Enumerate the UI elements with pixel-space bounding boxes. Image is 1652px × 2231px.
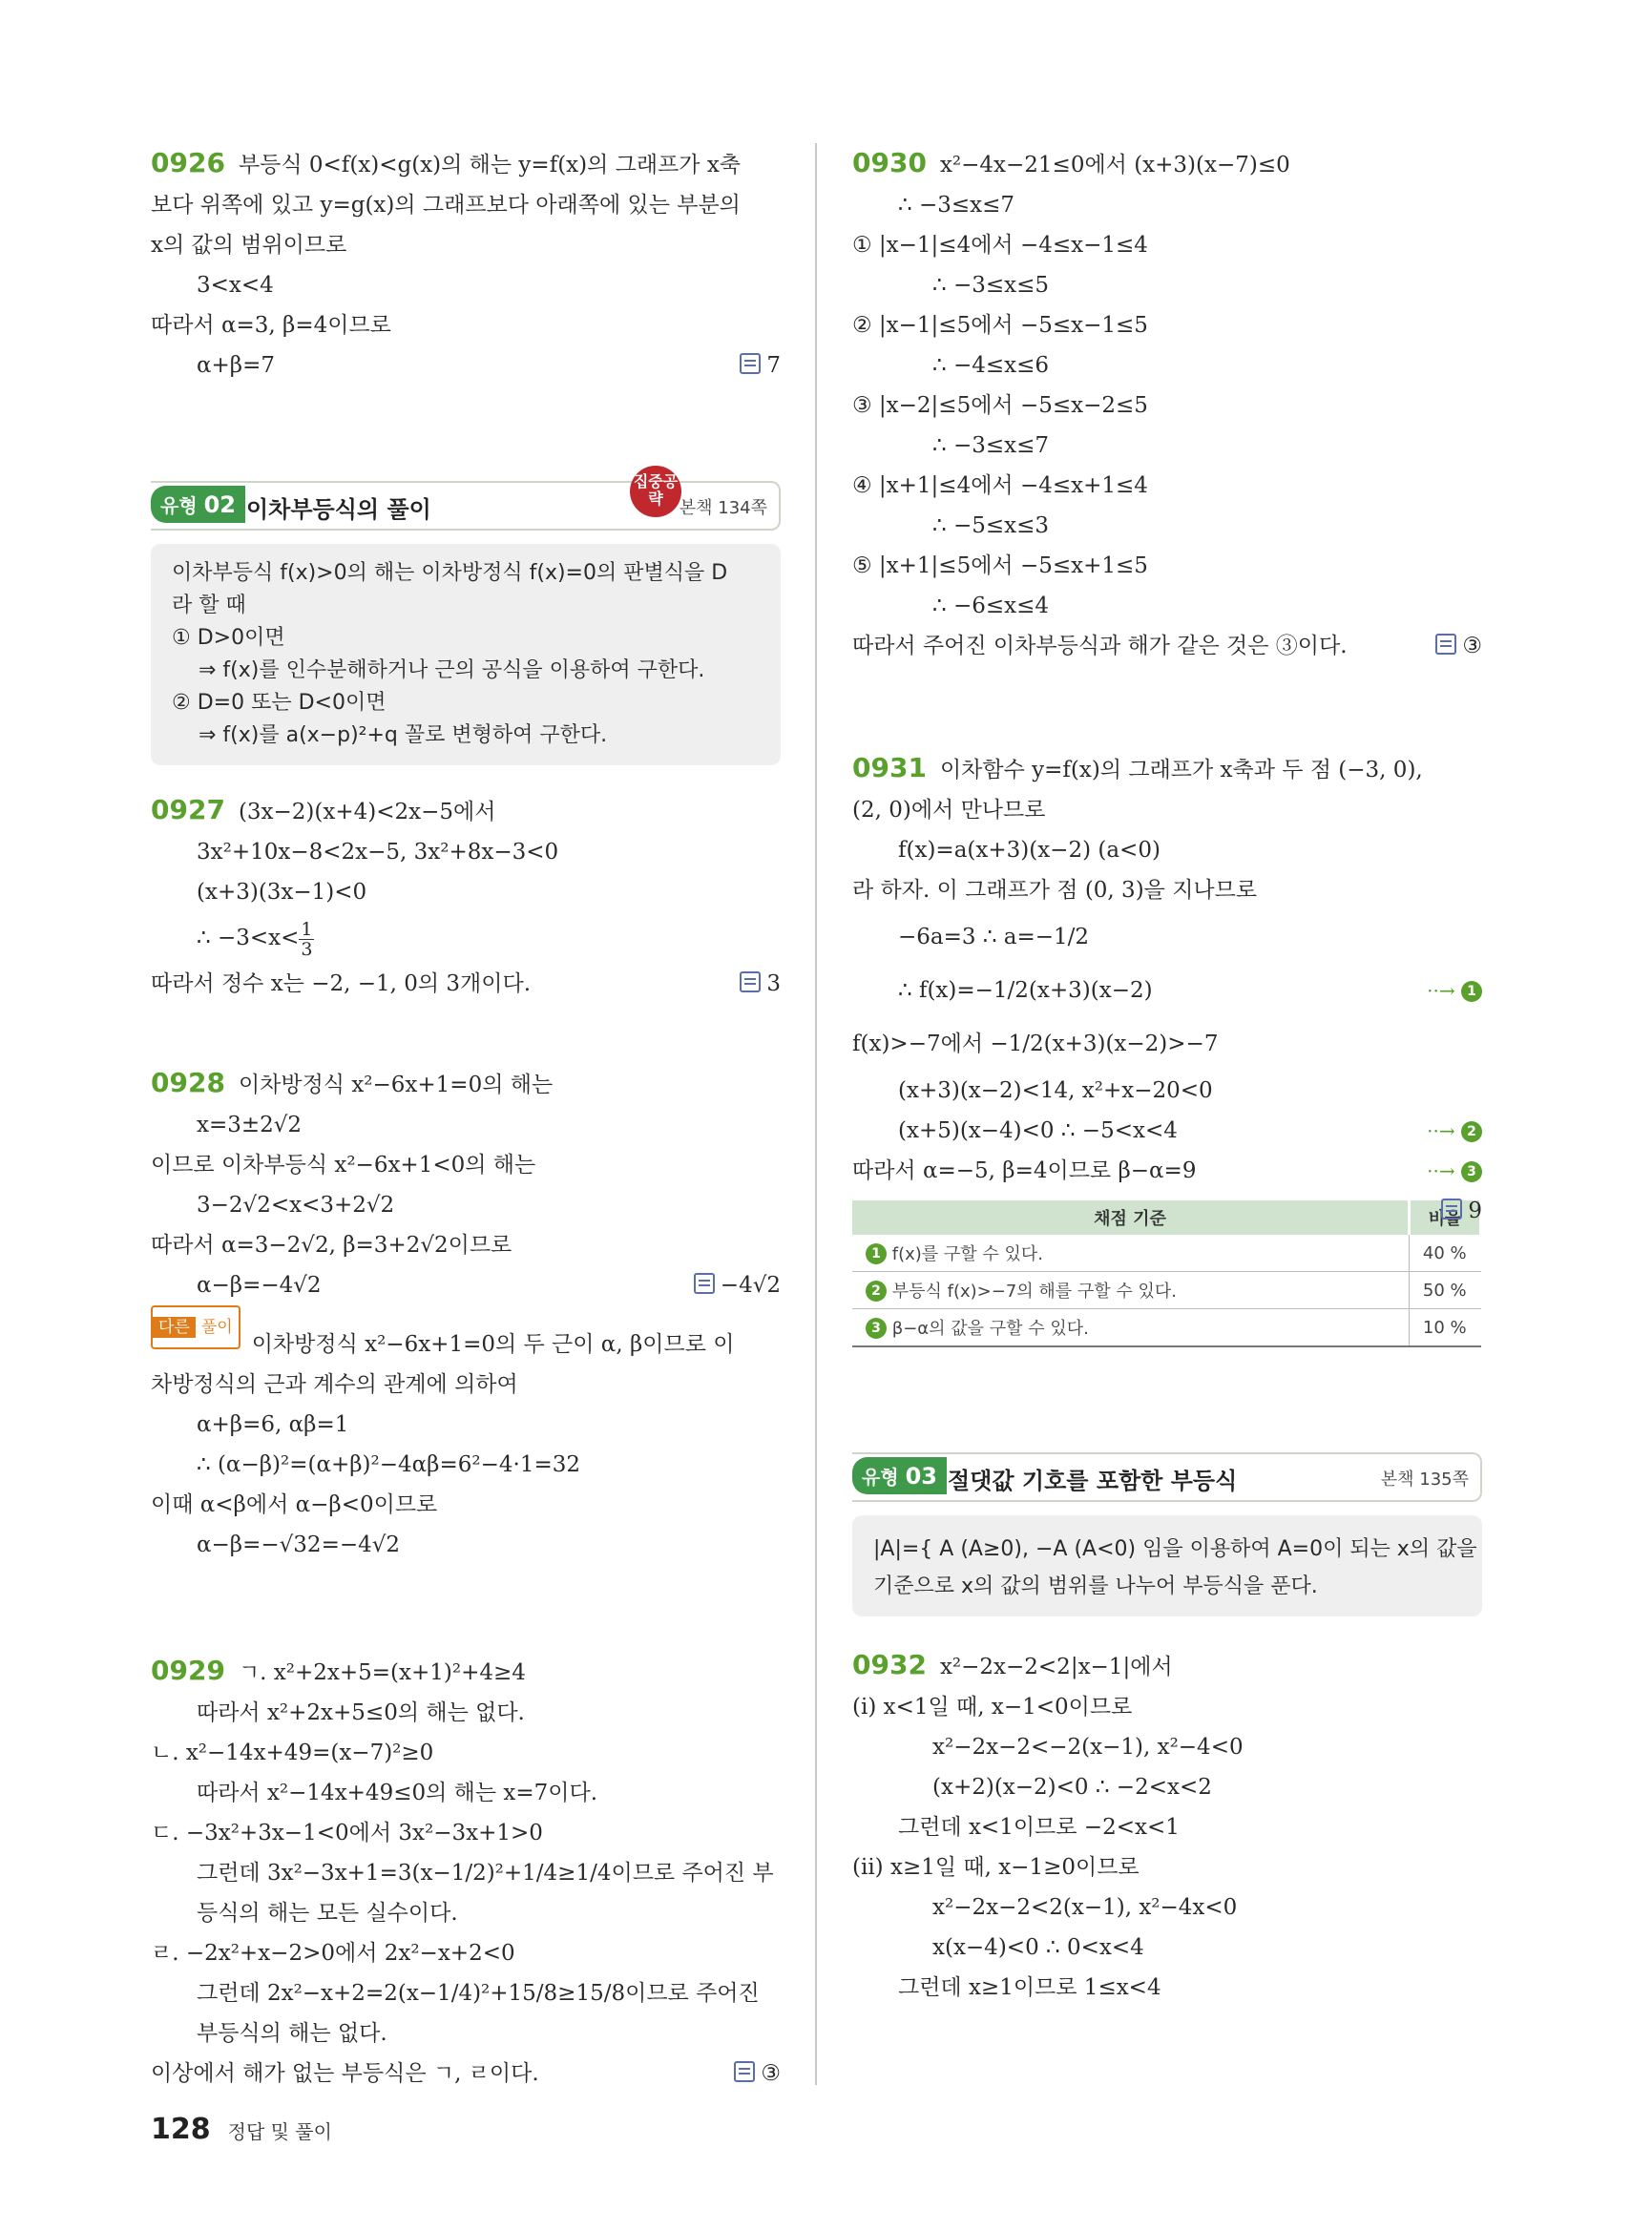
answer <box>734 2054 781 2094</box>
problem-0931 <box>852 748 1482 1347</box>
criteria-text: 부등식 f(x)>−7의 해를 구할 수 있다. <box>891 1282 1177 1302</box>
answer-value: 3 <box>766 971 781 996</box>
solution-line: ∴ −4≤x≤6 <box>932 353 1049 378</box>
problem-number: 0932 <box>852 1649 927 1680</box>
solution-line: 그런데 x<1이므로 −2<x<1 <box>898 1815 1180 1840</box>
answer <box>740 964 781 1004</box>
solution-line: 등식의 해는 모든 실수이다. <box>197 1901 458 1926</box>
tip-line: ⇒ f(x)를 인수분해하거나 근의 공식을 이용하여 구한다. <box>199 658 705 682</box>
page-number: 128 <box>151 2113 211 2146</box>
solution-line: x²−2x−2<2(x−1), x²−4x<0 <box>932 1895 1238 1920</box>
solution-line: 이차방정식 x²−6x+1=0의 두 근이 α, β이므로 이 <box>251 1332 735 1357</box>
table-row <box>852 1309 1481 1347</box>
solution-line: f(x)>−7에서 −1/2(x+3)(x−2)>−7 <box>852 1032 1219 1056</box>
answer-icon <box>734 2061 755 2082</box>
problem-number: 0927 <box>151 794 225 825</box>
solution-line: ㄱ. x²+2x+5=(x+1)²+4≥4 <box>238 1660 526 1685</box>
solution-line: 차방정식의 근과 계수의 관계에 의하여 <box>151 1372 518 1397</box>
solution-line: ㄷ. −3x²+3x−1<0에서 3x²−3x+1>0 <box>151 1821 543 1845</box>
solution-line: ∴ −6≤x≤4 <box>932 594 1049 618</box>
solution-line: ③ |x−2|≤5에서 −5≤x−2≤5 <box>852 393 1148 418</box>
criteria-text: f(x)를 구할 수 있다. <box>891 1244 1043 1264</box>
tip-line: 라 할 때 <box>172 594 246 617</box>
ratio-value: 50 % <box>1410 1272 1481 1309</box>
grading-header-ratio: 비율 <box>1410 1200 1481 1235</box>
grading-table <box>852 1200 1482 1347</box>
solution-line: 부등식의 해는 없다. <box>197 2021 387 2046</box>
table-row <box>852 1235 1481 1272</box>
tip-line: |A|={ A (A≥0), −A (A<0) 임을 이용하여 A=0이 되는 x의 값을 <box>873 1537 1477 1561</box>
solution-line: 부등식 0<f(x)<g(x)의 해는 y=f(x)의 그래프가 x축 <box>238 153 742 177</box>
solution-line: α+β=7 <box>197 353 276 378</box>
solution-line: x=3±2√2 <box>197 1113 303 1137</box>
step-marker: ··→ 1 <box>1427 964 1482 1017</box>
step-number-icon: 3 <box>866 1318 887 1339</box>
ratio-value: 10 % <box>1410 1309 1481 1347</box>
answer <box>1441 1191 1482 1231</box>
solution-line: α+β=6, αβ=1 <box>197 1412 349 1437</box>
solution-line: (x+3)(3x−1)<0 <box>197 880 367 905</box>
solution-line: 따라서 정수 x는 −2, −1, 0의 3개이다. <box>151 971 532 996</box>
answer-icon <box>740 971 761 992</box>
solution-line: 3<x<4 <box>197 273 274 298</box>
solution-line: ㄹ. −2x²+x−2>0에서 2x²−x+2<0 <box>151 1941 515 1966</box>
solution-line: 이상에서 해가 없는 부등식은 ㄱ, ㄹ이다. <box>151 2061 539 2086</box>
solution-line: (x+2)(x−2)<0 ∴ −2<x<2 <box>932 1775 1212 1800</box>
solution-line: (2, 0)에서 만나므로 <box>852 798 1046 823</box>
tip-line: 이차부등식 f(x)>0의 해는 이차방정식 f(x)=0의 판별식을 D <box>172 561 728 585</box>
solution-line: 이차방정식 x²−6x+1=0의 해는 <box>238 1073 554 1097</box>
step-number-icon: 1 <box>866 1243 887 1264</box>
solution-line: (x+5)(x−4)<0 ∴ −5<x<4 <box>898 1118 1178 1143</box>
solution-line: 이차함수 y=f(x)의 그래프가 x축과 두 점 (−3, 0), <box>939 758 1423 782</box>
solution-line: α−β=−4√2 <box>197 1273 322 1298</box>
solution-line: x의 값의 범위이므로 <box>151 233 347 258</box>
answer <box>694 1265 781 1305</box>
problem-0926 <box>151 143 781 386</box>
textbook-reference: 본책 135쪽 <box>1380 1470 1469 1490</box>
solution-line: ∴ −5≤x≤3 <box>932 513 1049 538</box>
step-marker: ··→ 2 <box>1427 1111 1482 1151</box>
solution-line: 이므로 이차부등식 x²−6x+1<0의 해는 <box>151 1153 536 1178</box>
solution-line: ∴ −3≤x≤5 <box>932 273 1049 298</box>
problem-number: 0926 <box>151 147 225 178</box>
answer-icon <box>1441 1199 1462 1220</box>
solution-line: (i) x<1일 때, x−1<0이므로 <box>852 1695 1133 1720</box>
type-badge: 유형 02 <box>151 486 245 523</box>
step-number-icon: 3 <box>1461 1161 1482 1182</box>
solution-line: (x+3)(x−2)<14, x²+x−20<0 <box>898 1078 1213 1103</box>
tip-line: ⇒ f(x)를 a(x−p)²+q 꼴로 변형하여 구한다. <box>199 723 608 747</box>
ratio-value: 40 % <box>1410 1235 1481 1272</box>
solution-line: ∴ −3≤x≤7 <box>932 433 1049 458</box>
solution-line: 따라서 α=−5, β=4이므로 β−α=9 <box>852 1158 1197 1183</box>
solution-line: 따라서 x²−14x+49≤0의 해는 x=7이다. <box>197 1781 598 1805</box>
solution-line: 보다 위쪽에 있고 y=g(x)의 그래프보다 아래쪽에 있는 부분의 <box>151 193 741 218</box>
answer <box>740 345 781 386</box>
problem-0932 <box>852 1645 1482 2008</box>
criteria-text: β−α의 값을 구할 수 있다. <box>891 1319 1089 1339</box>
solution-line: α−β=−√32=−4√2 <box>197 1533 401 1557</box>
solution-line: ㄴ. x²−14x+49=(x−7)²≥0 <box>151 1741 434 1765</box>
solution-line: 그런데 2x²−x+2=2(x−1/4)²+15/8≥15/8이므로 주어진 <box>197 1981 760 2006</box>
solution-line: ∴ −3≤x≤7 <box>898 193 1014 218</box>
answer-value: −4√2 <box>720 1273 781 1298</box>
type-02-tip-box <box>151 544 781 765</box>
solution-line: ④ |x+1|≤4에서 −4≤x+1≤4 <box>852 473 1148 498</box>
solution-line: 따라서 α=3−2√2, β=3+2√2이므로 <box>151 1233 512 1258</box>
answer-icon <box>1435 634 1456 655</box>
step-number-icon: 1 <box>1461 981 1482 1002</box>
solution-line: ∴ (α−β)²=(α+β)²−4αβ=6²−4·1=32 <box>197 1452 580 1477</box>
solution-line: 3−2√2<x<3+2√2 <box>197 1193 395 1218</box>
right-column <box>852 143 1482 2008</box>
type-02-header <box>151 472 781 531</box>
solution-line: 그런데 3x²−3x+1=3(x−1/2)²+1/4≥1/4이므로 주어진 부 <box>197 1861 774 1886</box>
solution-line: (3x−2)(x+4)<2x−5에서 <box>238 800 496 824</box>
solution-line: 라 하자. 이 그래프가 점 (0, 3)을 지나므로 <box>852 878 1258 903</box>
step-marker: ··→ 3 <box>1427 1151 1482 1191</box>
solution-line: 그런데 x≥1이므로 1≤x<4 <box>898 1975 1161 2000</box>
solution-line: x²−2x−2<−2(x−1), x²−4<0 <box>932 1735 1244 1760</box>
solution-line: −6a=3 ∴ a=−1/2 <box>898 925 1090 949</box>
solution-line: ① |x−1|≤4에서 −4≤x−1≤4 <box>852 233 1148 258</box>
problem-0929 <box>151 1651 781 2094</box>
type-03-tip-box <box>852 1515 1482 1616</box>
solution-line: ∴ f(x)=−1/2(x+3)(x−2) <box>898 978 1153 1003</box>
type-03-header <box>852 1452 1482 1502</box>
answer-value: ③ <box>761 2061 781 2086</box>
answer-value: 9 <box>1468 1199 1482 1223</box>
alternative-solution-badge: 다른 풀이 <box>151 1305 240 1349</box>
type-title: 이차부등식의 풀이 <box>246 496 431 523</box>
problem-number: 0931 <box>852 752 927 783</box>
solution-line: (ii) x≥1일 때, x−1≥0이므로 <box>852 1855 1140 1880</box>
solution-line: ⑤ |x+1|≤5에서 −5≤x+1≤5 <box>852 553 1148 578</box>
answer <box>1435 626 1482 666</box>
tip-line: ② D=0 또는 D<0이면 <box>172 691 387 715</box>
solution-line: 따라서 주어진 이차부등식과 해가 같은 것은 ③이다. <box>852 634 1348 658</box>
column-divider <box>815 143 817 2085</box>
step-number-icon: 2 <box>1461 1121 1482 1142</box>
table-row <box>852 1272 1481 1309</box>
type-badge: 유형 03 <box>852 1457 947 1494</box>
problem-0928 <box>151 1063 781 1565</box>
grading-header-criteria: 채점 기준 <box>852 1200 1410 1235</box>
problem-number: 0928 <box>151 1067 225 1098</box>
solution-line: 따라서 x²+2x+5≤0의 해는 없다. <box>197 1700 525 1725</box>
focus-badge: 집중공략 <box>630 466 681 517</box>
answer-value: ③ <box>1462 634 1482 658</box>
answer-icon <box>694 1273 715 1294</box>
solution-line: ∴ −3<x< <box>197 926 300 950</box>
fraction: $\frac{1}{3}$ <box>301 918 313 960</box>
answer-icon <box>740 353 761 374</box>
problem-0927 <box>151 790 781 1004</box>
textbook-reference: 본책 134쪽 <box>679 498 767 518</box>
problem-number: 0929 <box>151 1655 225 1686</box>
problem-number: 0930 <box>852 147 927 178</box>
left-column <box>151 143 781 2094</box>
solution-line: f(x)=a(x+3)(x−2) (a<0) <box>898 838 1161 863</box>
page-footer <box>151 2113 332 2146</box>
footer-label: 정답 및 풀이 <box>227 2120 332 2143</box>
solution-line: ② |x−1|≤5에서 −5≤x−1≤5 <box>852 313 1148 338</box>
solution-line: 3x²+10x−8<2x−5, 3x²+8x−3<0 <box>197 840 559 865</box>
solution-line: 이때 α<β에서 α−β<0이므로 <box>151 1492 438 1517</box>
solution-line: 따라서 α=3, β=4이므로 <box>151 313 391 338</box>
solution-line: x²−4x−21≤0에서 (x+3)(x−7)≤0 <box>939 153 1290 177</box>
tip-line: 기준으로 x의 값의 범위를 나누어 부등식을 푼다. <box>873 1574 1318 1598</box>
problem-0930 <box>852 143 1482 666</box>
answer-value: 7 <box>766 353 781 378</box>
type-title: 절댓값 기호를 포함한 부등식 <box>948 1468 1238 1494</box>
step-number-icon: 2 <box>866 1281 887 1302</box>
tip-line: ① D>0이면 <box>172 626 285 650</box>
solution-line: x(x−4)<0 ∴ 0<x<4 <box>932 1935 1144 1960</box>
solution-line: x²−2x−2<2|x−1|에서 <box>939 1655 1173 1679</box>
